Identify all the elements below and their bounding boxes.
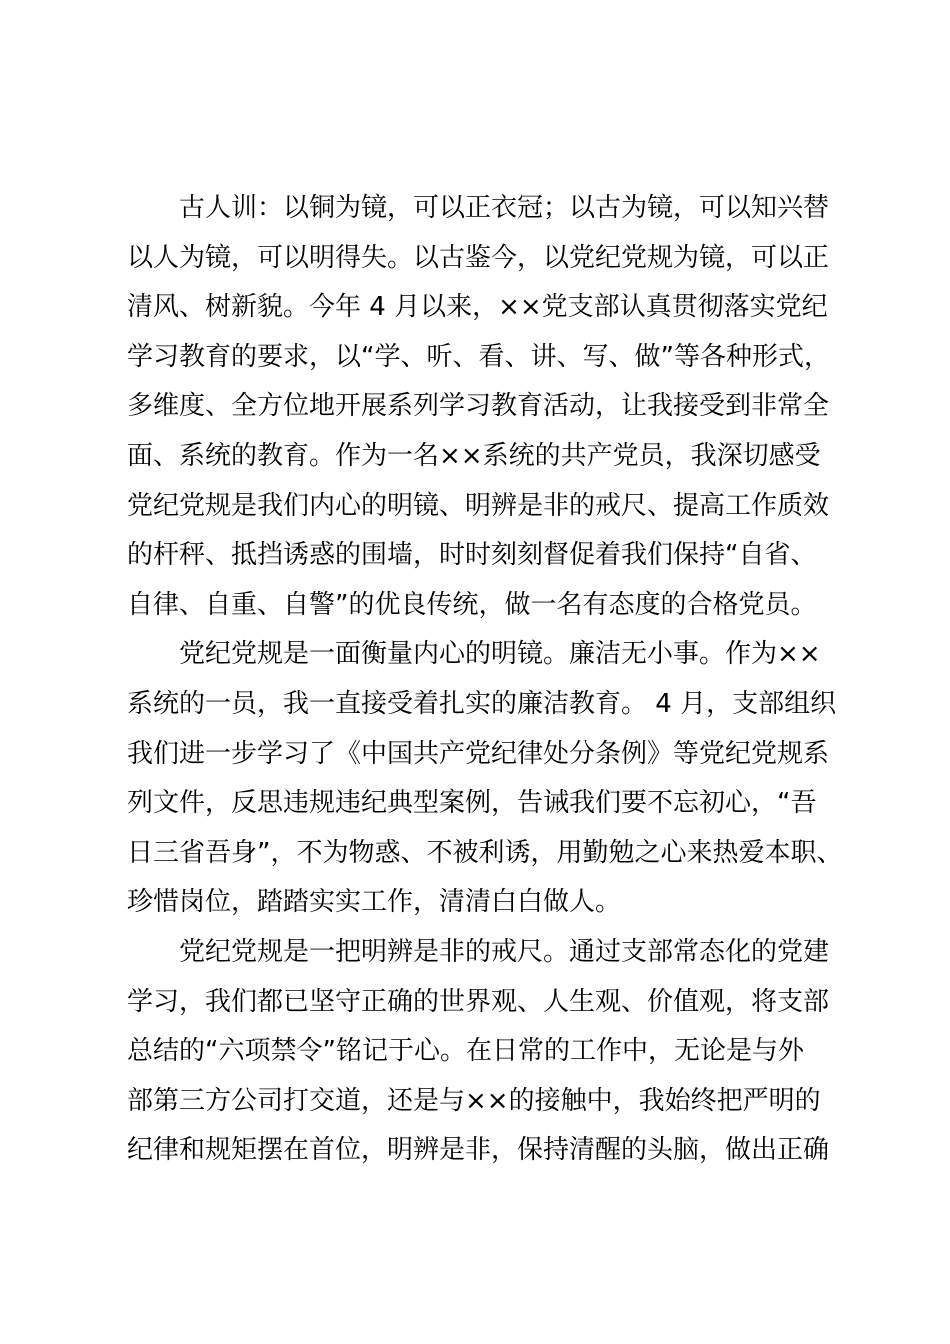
document-body <box>127 184 847 1176</box>
paragraph-line: 清风、树新貌。今年 4 月以来，××党支部认真贯彻落实党纪 <box>127 292 828 323</box>
paragraph-line: 系统的一员，我一直接受着扎实的廉洁教育。 4 月，支部组织 <box>127 688 837 719</box>
paragraph-line: 多维度、全方位地开展系列学习教育活动，让我接受到非常全 <box>127 391 830 422</box>
paragraph-line: 党纪党规是一把明辨是非的戒尺。通过支部常态化的党建 <box>179 936 830 967</box>
paragraph-line: 学习教育的要求，以“学、听、看、讲、写、做”等各种形式， <box>127 341 830 372</box>
paragraph-line: 学习，我们都已坚守正确的世界观、人生观、价值观，将支部 <box>127 986 830 1017</box>
paragraph-1 <box>127 184 847 630</box>
paragraph-line: 自律、自重、自警”的优良传统，做一名有态度的合格党员。 <box>127 589 817 620</box>
paragraph-line: 以人为镜，可以明得失。以古鉴今，以党纪党规为镜，可以正 <box>127 242 830 273</box>
paragraph-3 <box>127 928 847 1176</box>
paragraph-line: 部第三方公司打交道，还是与××的接触中，我始终把严明的 <box>127 1085 821 1116</box>
paragraph-line: 面、系统的教育。作为一名××系统的共产党员，我深切感受 <box>127 440 821 471</box>
paragraph-line: 纪律和规矩摆在首位，明辨是非，保持清醒的头脑，做出正确 <box>127 1135 830 1166</box>
paragraph-line: 总结的“六项禁令”铭记于心。在日常的工作中，无论是与外 <box>127 1036 804 1067</box>
paragraph-line: 日三省吾身”，不为物惑、不被利诱，用勤勉之心来热爱本职、 <box>127 837 843 868</box>
paragraph-2 <box>127 630 847 928</box>
paragraph-line: 我们进一步学习了《中国共产党纪律处分条例》等党纪党规系 <box>127 738 830 769</box>
paragraph-line: 珍惜岗位，踏踏实实工作，清清白白做人。 <box>127 887 622 918</box>
paragraph-line: 列文件，反思违规违纪典型案例，告诫我们要不忘初心，“吾 <box>127 788 817 819</box>
paragraph-line: 的杆秤、抵挡诱惑的围墙，时时刻刻督促着我们保持“自省、 <box>127 540 817 571</box>
paragraph-line: 党纪党规是我们内心的明镜、明辨是非的戒尺、提高工作质效 <box>127 490 830 521</box>
paragraph-line: 古人训：以铜为镜，可以正衣冠；以古为镜，可以知兴替 <box>179 193 830 223</box>
paragraph-line: 党纪党规是一面衡量内心的明镜。廉洁无小事。作为×× <box>179 639 821 670</box>
